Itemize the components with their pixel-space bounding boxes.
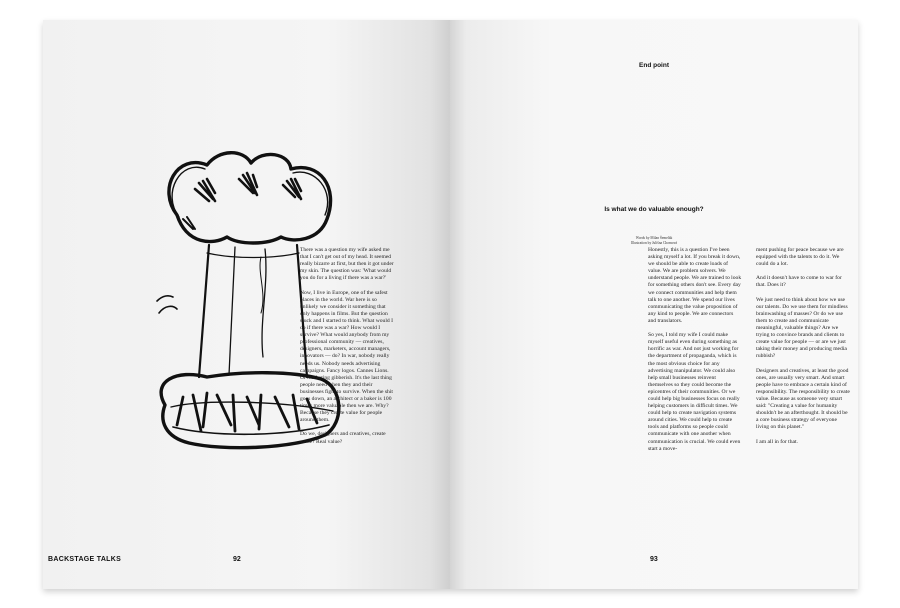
paragraph: And it doesn't have to come to war for that. Does it?	[756, 275, 842, 289]
paragraph: We just need to think about how we use our talents. Do we use them for mindless brainwashing of masses? Or do we use them to create and communicate meaningful, valuable things? Are we trying to convince brands and clients to create value for people — or are we just taking their money and producing media rubbish?	[756, 296, 848, 360]
paragraph: Now, I live in Europe, one of the safest places in the world. War here is so unlikely we consider it something that only happens in films. But the question stuck and I started to think. What would I do if there was a war? How would I survive? What would anybody from my professional community — creatives, designers, marketers, account managers, innovators — do? In war, nobody really needs us. Nobody needs advertising campaigns. Fancy logos. Cannes Lions. Or marketing gibberish. It's the last thing people need when they and their businesses fight to survive. When the shit goes down, an architect or a baker is 100 times more valuable then we are. Why? Because they create value for people around them.	[300, 289, 393, 424]
magazine-spread	[43, 20, 858, 589]
paragraph: Honestly, this is a question I've been asking myself a lot. If you break it down, we should be able to create loads of value. We are problem solvers. We understand people. We are trained to look for something others don't see. Every day we connect communities and help them talk to one another. We spend our lives communicating the value proposition of any kind to people. We are connectors and translators.	[648, 247, 742, 324]
paragraph: ment pushing for peace because we are equipped with the talents to do it. We could do a lot.	[756, 247, 844, 268]
paragraph: Designers and creatives, at least the good ones, are usually very smart. And smart people have to embrace a certain kind of responsibility. The responsibility to create value. Because as someone very smart said: "Creating a value for humanity shouldn't be an afterthought. It should be a core business strategy of everyone living on this planet."	[756, 367, 850, 431]
credit-illustrator: Illustration by Julišna Chomová	[630, 241, 678, 245]
paragraph: There was a question my wife asked me that I can't get out of my head. It seemed really bizarre at first, but then it got under my skin. The question was: 'What would you do for a living if there was a war?'	[300, 247, 394, 282]
article-title: Is what we do valuable enough?	[604, 206, 704, 213]
section-label: End point	[639, 62, 669, 69]
paragraph: Do we, designers and creatives, create value? Real value?	[300, 431, 386, 445]
article-column-1	[300, 247, 394, 453]
article-column-3	[756, 247, 850, 453]
magazine-brand: BACKSTAGE TALKS	[48, 556, 122, 563]
article-credits	[450, 236, 858, 246]
page-number-right: 93	[650, 556, 658, 563]
page-number-left: 92	[233, 556, 241, 563]
credit-writer: Words by Milan Šemelák	[635, 236, 673, 240]
paragraph: I am all in for that.	[756, 438, 798, 445]
right-page	[300, 20, 858, 589]
article-column-2	[648, 247, 742, 460]
paragraph: So yes, I told my wife I could make myself useful even during something as horrific as war. And not just working for the department of propaganda, which is the most obvious choice for any advertising manipulator. We could also help small businesses reinvent themselves so they could become the epicentres of their communities. Or we could help big businesses focus on really helping customers in difficult times. We could help to create navigation systems around cities. We could help to create tools and platforms so people could communicate with one another when communication is crucial. We could even start a move-	[648, 332, 741, 452]
